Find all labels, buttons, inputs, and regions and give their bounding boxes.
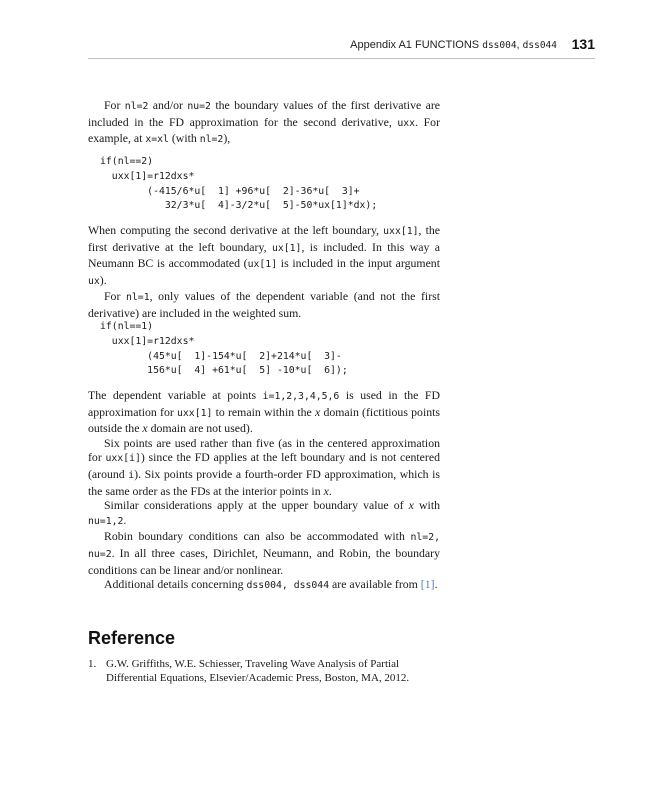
inline-code: ux[1]: [271, 242, 302, 254]
code-block-dirichlet: [100, 320, 348, 379]
header-separator: ,: [516, 39, 523, 51]
reference-list: [88, 657, 448, 685]
inline-code: uxx[1]: [177, 407, 213, 419]
code-block-neumann: [100, 155, 377, 214]
text: and/or: [148, 98, 188, 112]
paragraph-dependent-variable: [88, 388, 440, 436]
header-function-1: dss004: [482, 40, 517, 51]
inline-code: nl=1: [126, 292, 150, 304]
text: For: [104, 289, 127, 304]
text: , is included. In this way a Neumann BC is accommodated (: [88, 239, 440, 271]
inline-code: uxx[1]: [383, 226, 419, 237]
text: Additional details concerning: [104, 577, 247, 592]
math-var: x: [314, 404, 321, 419]
math-var: x: [142, 421, 148, 436]
code-line: (-415/6*u[ 1] +96*u[ 2]-36*u[ 3]+: [100, 185, 360, 197]
header-title-prefix: Appendix A1 FUNCTIONS: [350, 39, 483, 51]
text: .: [328, 483, 332, 498]
paragraph-group-left-boundary: [88, 223, 440, 321]
inline-code: nu=2: [187, 101, 211, 112]
reference-item: [88, 657, 448, 685]
text: For: [104, 98, 125, 112]
inline-code: x=xl: [145, 134, 169, 146]
text: is included in the input argument: [277, 256, 440, 271]
paragraph-upper-boundary: [88, 498, 440, 529]
inline-code: uxx: [397, 117, 416, 129]
inline-code: nl=2, nu=2: [88, 532, 440, 560]
inline-code: i=1,2,3,4,5,6: [262, 391, 340, 402]
text: the boundary values of the first derivative are included in the FD approximation for the second derivative,: [88, 98, 440, 129]
paragraph-group-discussion: [88, 388, 440, 594]
text: to remain within the: [212, 404, 315, 419]
paragraph-dirichlet: [88, 289, 440, 320]
math-var: x: [323, 483, 329, 498]
code-line: uxx[1]=r12dxs*: [100, 335, 195, 347]
inline-code: nl=2: [124, 101, 149, 112]
text: When computing the second derivative at the left boundary,: [88, 223, 384, 237]
inline-code: nl=2: [199, 134, 224, 146]
inline-code: dss004, dss044: [246, 580, 330, 592]
inline-code: uxx[i]: [105, 453, 141, 465]
text: , only values of the dependent variable (and not the first derivative) are included in the weighted sum.: [88, 289, 440, 320]
paragraph-robin: [88, 529, 440, 577]
inline-code: nu=1,2: [88, 515, 124, 527]
code-line: if(nl==2): [100, 156, 154, 167]
text: (with: [168, 131, 200, 146]
paragraph-neumann-bc: [88, 223, 440, 289]
text: ). Six points provide a fourth-order FD approximation, which is the same order as the FDs at the interior points in: [88, 466, 441, 498]
reference-heading: Reference: [88, 628, 176, 648]
code-line: (45*u[ 1]-154*u[ 2]+214*u[ 3]-: [100, 350, 342, 362]
text: ).: [99, 272, 107, 287]
text: Similar considerations apply at the upper boundary value of: [104, 498, 409, 513]
text: domain are not used).: [147, 421, 253, 436]
text: is used in the FD approximation for: [88, 388, 440, 419]
text: .: [123, 512, 127, 527]
text: . For example, at: [88, 114, 440, 146]
text: are available from: [329, 577, 421, 592]
paragraph-six-points: [88, 436, 440, 498]
text: The dependent variable at points: [88, 388, 263, 402]
reference-text: G.W. Griffiths, W.E. Schiesser, Traveling Wave Analysis of Partial Differential Equations, Elsevier/Academic Press, Boston, MA, 2012.: [106, 658, 410, 684]
reference-number: 1.: [88, 658, 97, 670]
inline-code: ux: [88, 275, 100, 287]
text: with: [413, 498, 440, 513]
text: ),: [223, 131, 231, 146]
page-number: 131: [571, 36, 595, 52]
inline-code: i: [128, 469, 135, 481]
header-title: [350, 39, 557, 51]
text: . In all three cases, Dirichlet, Neumann, and Robin, the boundary conditions can be linear and/or nonlinear.: [88, 545, 440, 577]
code-line: 156*u[ 4] +61*u[ 5] -10*u[ 6]);: [100, 365, 348, 377]
text: , the first derivative at the left boundary,: [88, 223, 440, 254]
header-function-2: dss044: [522, 40, 557, 51]
inline-code: ux[1]: [247, 259, 278, 271]
running-header: [88, 36, 595, 59]
text: Robin boundary conditions can also be accommodated with: [104, 529, 411, 544]
text: ) since the FD applies at the left boundary and is not centered (around: [88, 450, 440, 481]
paragraph-boundary-first-derivative: [88, 98, 440, 148]
text: Six points are used rather than five (as in the centered approximation for: [88, 435, 440, 465]
code-line: if(nl==1): [100, 321, 154, 332]
code-line: uxx[1]=r12dxs*: [100, 170, 195, 182]
math-var: x: [408, 498, 414, 513]
citation-link[interactable]: [1]: [420, 577, 435, 592]
paragraph-additional-details: [88, 577, 440, 594]
text: domain (fictitious points outside the: [88, 404, 440, 436]
text: .: [434, 577, 438, 592]
code-line: 32/3*u[ 4]-3/2*u[ 5]-50*ux[1]*dx);: [100, 200, 378, 212]
